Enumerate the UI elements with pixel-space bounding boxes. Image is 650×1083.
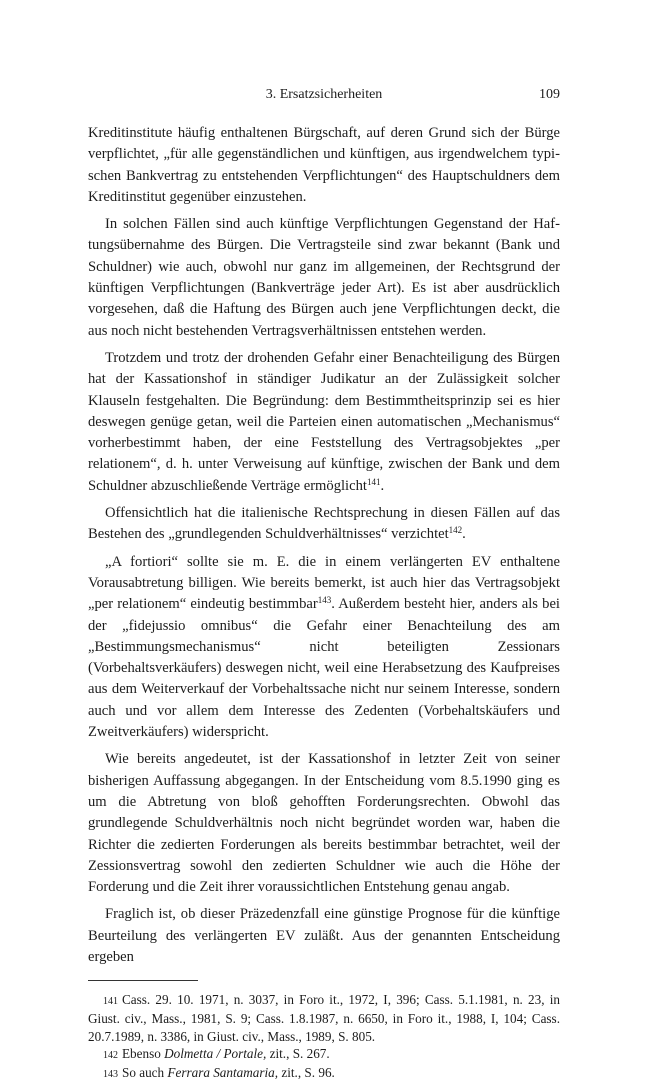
footnote-142: 142 Ebenso Dolmetta / Portale, zit., S. 267. bbox=[103, 1045, 330, 1061]
paragraph: „A fortiori“ sollte sie m. E. die in einem verlängerten EV enthaltene Vorausabtretung billigen. Wie bereits bemerkt, ist auch hier das Vertragsobjekt „per relationem“ eindeutig bestimmbar$^{143}$. Außerdem besteht hier, anders als bei der „fidejussio omnibus“ die Gefahr einer Benachteilung des am „Bestimmungsmechanismus“ nicht beteiligten Zessionars (Vorbehaltsverkäufers) deswegen nicht, weil eine Herabsetzung des Kaufpreises aus dem Weiterverkauf der Vorbehaltssache nicht nur seinem Interesse, sondern auch und vor allem dem Interesse des Zedenten (Vorbehaltskäufers und Zweitverkäufers) widerspricht. bbox=[88, 553, 560, 741]
paragraph: In solchen Fällen sind auch künftige Verpflichtungen Gegenstand der Haftungsübernahme des Bürgen. Die Vertragsteile sind zwar bekannt (Bank und Schuldner) wie auch, obwohl nur ganz im allgemeinen, der Rechtsgrund der künftigen Verpflichtungen (Bankverträge jeder Art). Es ist aber ausdrücklich vorgesehen, daß die Haftung des Bürgen auch jene Verpflichtungen deckt, die aus noch nicht bestehenden Vertragsverhältnissen entstehen werden. bbox=[88, 216, 560, 339]
paragraph: Trotzdem und trotz der drohenden Gefahr einer Benachteiligung des Bürgen hat der Kassationshof in ständiger Judikatur an der Zulässigkeit solcher Klauseln festgehalten. Die Begründung: dem Bestimmtheitsprinzip sei es hier deswegen genüge getan, weil die Parteien einen automatischen „Mechanismus“ vorherbestimmt haben, der eine Feststellung des Vertragsobjektes „per relationem“, d. h. unter Verweisung auf künftige, zwischen der Bank und dem Schuldner abzuschließende Verträge ermöglicht$^{141}$. bbox=[88, 349, 560, 494]
paragraph: Fraglich ist, ob dieser Präzedenzfall eine günstige Prognose für die künftige Beurteilung des verlängerten EV zuläßt. Aus der genannten Entscheidung ergeben bbox=[88, 906, 560, 965]
footnote-ref-141[interactable]: 141 bbox=[366, 476, 381, 487]
footnote-141: 141 Cass. 29. 10. 1971, n. 3037, in Foro it., 1972, I, 396; Cass. 5.1.1981, n. 23, in Giust. civ., Mass., 1981, S. 9; Cass. 1.8.1987, n. 6650, in Foro it., 1988, I, 104; Cass. 20.7.1989, n. 3386, in Giust. civ., Mass., 1989, S. 805. bbox=[88, 992, 560, 1044]
paragraph: Kreditinstitute häufig enthaltenen Bürgschaft, auf deren Grund sich der Bürge verpflichtet, „für alle gegenständlichen und künftigen, aus irgendwelchem typischen Bankvertrag zu entstehenden Verpflichtungen“ des Hauptschuldners dem Kreditinstitut gegenüber einzustehen. bbox=[88, 125, 560, 205]
chapter-title: 3. Ersatzsicherheiten bbox=[265, 87, 383, 102]
footnote-number: 142 bbox=[103, 1049, 118, 1061]
footnote-ref-142[interactable]: 142 bbox=[448, 525, 463, 536]
footnote-number: 143 bbox=[103, 1069, 118, 1081]
footnote-number: 141 bbox=[103, 996, 118, 1008]
page-number: 109 bbox=[539, 87, 560, 102]
running-head bbox=[88, 87, 560, 109]
body-text bbox=[88, 123, 560, 968]
footnote-143: 143 So auch Ferrara Santamaria, zit., S. 96. bbox=[103, 1065, 335, 1081]
footnotes bbox=[88, 991, 560, 1083]
paragraph: Wie bereits angedeutet, ist der Kassationshof in letzter Zeit von seiner bisherigen Auffassung abgegangen. In der Entscheidung vom 8.5.1990 ging es um die Abtretung von bloß gehofften Forderungsrechten. Obwohl das grundlegende Schuldverhältnis noch nicht begründet worden war, haben die Richter die zedierten Forderungen als bereits bestimmbar betrachtet, weil der Zessionsvertrag sowohl den zedierten Schuldner wie auch die Höhe der Forderung und die Zeit ihrer voraussichtlichen Entstehung genau angab. bbox=[88, 751, 560, 896]
cited-author: Dolmetta / Portale, bbox=[164, 1045, 267, 1061]
paragraph: Offensichtlich hat die italienische Rechtsprechung in diesen Fällen auf das Bestehen des „grundlegenden Schuldverhältnisses“ verzichtet$^{142}$. bbox=[88, 505, 560, 543]
book-page bbox=[88, 87, 560, 1083]
footnote-ref-143[interactable]: 143 bbox=[317, 595, 332, 606]
cited-author: Ferrara Santamaria, bbox=[167, 1065, 279, 1081]
footnote-separator bbox=[88, 980, 198, 981]
